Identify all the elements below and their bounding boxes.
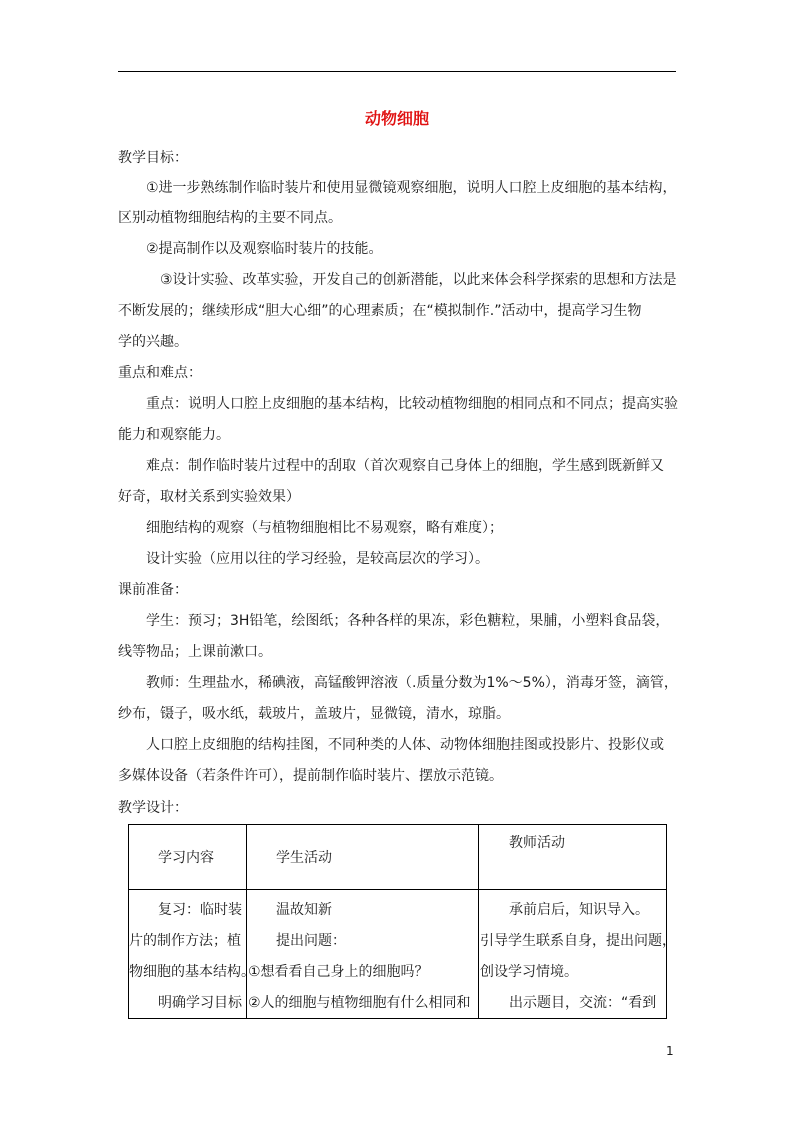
prep-line: 多媒体设备（若条件许可），提前制作临时装片、摆放示范镜。 xyxy=(118,768,503,784)
key-point-line: 设计实验（应用以往的学习经验，是较高层次的学习）。 xyxy=(146,551,489,567)
cell-line: 承前启后，知识导入。 xyxy=(509,902,649,918)
goal-line: 学的兴趣。 xyxy=(118,334,188,350)
cell-line: 明确学习目标 xyxy=(158,995,242,1011)
key-point-line: 难点：制作临时装片过程中的刮取（首次观察自己身体上的细胞，学生感到既新鲜又 xyxy=(146,458,664,474)
cell-line: 片的制作方法；植 xyxy=(129,933,241,949)
prep-line: 学生：预习；3H铅笔，绘图纸；各种各样的果冻，彩色糖粒，果脯，小塑料食品袋， xyxy=(146,613,670,629)
cell-line: 温故知新 xyxy=(276,902,332,918)
key-point-line: 细胞结构的观察（与植物细胞相比不易观察，略有难度）； xyxy=(146,520,503,536)
goal-line: ②提高制作以及观察临时装片的技能。 xyxy=(146,241,383,257)
prep-line: 线等物品；上课前漱口。 xyxy=(118,644,272,660)
table-row xyxy=(129,890,667,1019)
section-heading-goals: 教学目标： xyxy=(118,150,188,166)
header-teacher-activity: 教师活动 xyxy=(509,835,565,851)
goal-line: ①进一步熟练制作临时装片和使用显微镜观察细胞，说明人口腔上皮细胞的基本结构， xyxy=(146,180,677,196)
table-header-cell xyxy=(479,825,667,890)
header-student-activity: 学生活动 xyxy=(276,850,332,866)
table-cell xyxy=(129,890,255,1019)
table-header-row xyxy=(129,825,667,890)
key-point-line: 重点：说明人口腔上皮细胞的基本结构，比较动植物细胞的相同点和不同点；提高实验 xyxy=(146,396,678,412)
cell-line: ①想看看自己身上的细胞吗？ xyxy=(248,964,429,980)
cell-line: 出示题目，交流：“看到 xyxy=(509,995,657,1011)
document-title: 动物细胞 xyxy=(364,109,429,128)
cell-line: ②人的细胞与植物细胞有什么相同和 xyxy=(248,995,471,1011)
header-rule xyxy=(118,71,676,72)
prep-line: 纱布，镊子，吸水纸，载玻片，盖玻片，显微镜，清水，琼脂。 xyxy=(118,706,510,722)
header-content: 学习内容 xyxy=(158,850,214,866)
goal-line: 区别动植物细胞结构的主要不同点。 xyxy=(118,210,342,226)
prep-line: 教师：生理盐水，稀碘液，高锰酸钾溶液（.质量分数为1%～5%），消毒牙签，滴管， xyxy=(146,675,678,691)
section-heading-key: 重点和难点： xyxy=(118,365,202,381)
goal-line: 不断发展的；继续形成“胆大心细”的心理素质；在“模拟制作.”活动中，提高学习生物 xyxy=(118,303,642,319)
cell-line: 物细胞的基本结构。 xyxy=(129,964,255,980)
page-number: 1 xyxy=(666,1044,674,1058)
section-heading-design: 教学设计： xyxy=(118,800,188,816)
goal-line: ③设计实验、改革实验，开发自己的创新潜能，以此来体会科学探索的思想和方法是 xyxy=(160,272,677,288)
table-cell xyxy=(247,890,479,1019)
section-heading-prep: 课前准备： xyxy=(118,582,188,598)
table-cell xyxy=(479,890,676,1019)
lesson-design-table xyxy=(128,824,676,1019)
table-header-cell xyxy=(247,825,479,890)
cell-line: 复习：临时装 xyxy=(158,902,242,918)
table-header-cell xyxy=(129,825,247,890)
key-point-line: 好奇，取材关系到实验效果） xyxy=(118,489,300,505)
prep-line: 人口腔上皮细胞的结构挂图，不同种类的人体、动物体细胞挂图或投影片、投影仪或 xyxy=(146,737,664,753)
cell-line: 创设学习情境。 xyxy=(480,964,578,980)
cell-line: 引导学生联系自身，提出问题， xyxy=(480,933,676,949)
cell-line: 提出问题： xyxy=(276,933,346,949)
key-point-line: 能力和观察能力。 xyxy=(118,427,230,443)
